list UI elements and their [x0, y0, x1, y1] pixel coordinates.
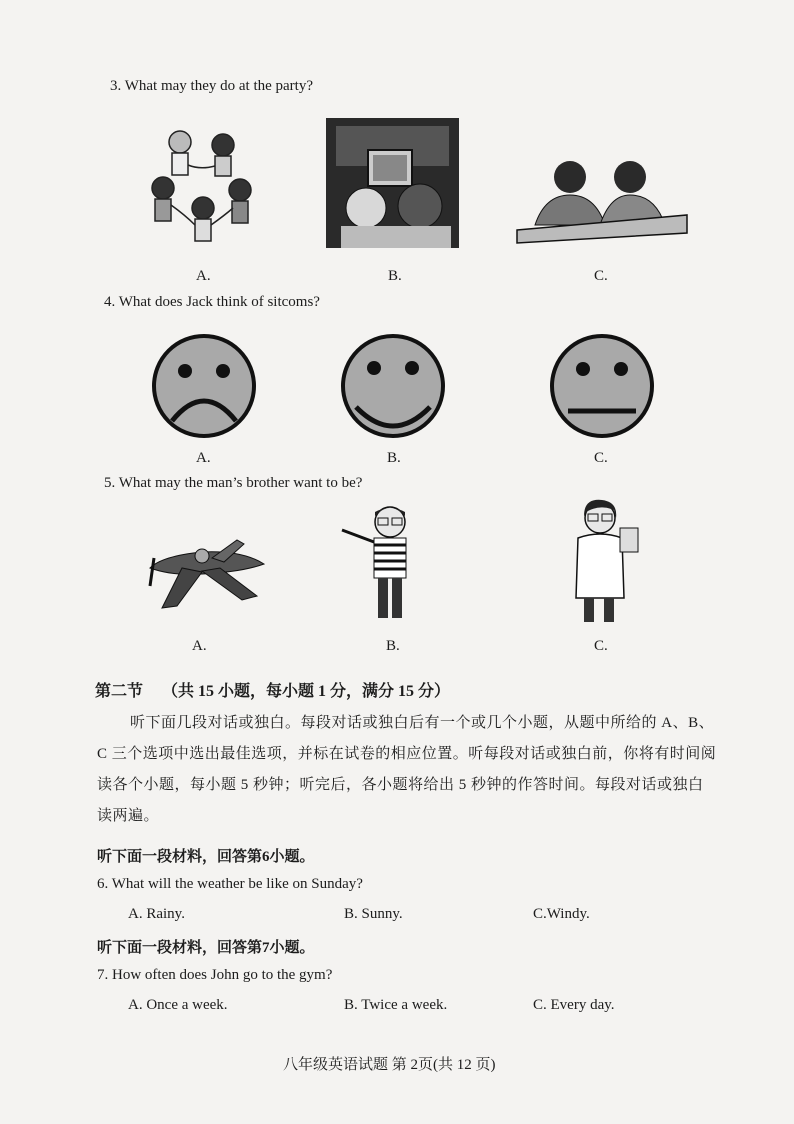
q3-option-b[interactable]: B. — [388, 268, 402, 284]
question-4-text: 4. What does Jack think of sitcoms? — [104, 294, 320, 310]
sad-face-icon — [150, 333, 258, 439]
q6-option-a[interactable]: A. Rainy. — [128, 906, 185, 922]
question-5-text: 5. What may the man’s brother want to be? — [104, 475, 363, 491]
instruction-line-2: C 三个选项中选出最佳选项，并标在试卷的相应位置。听每段对话或独白前，你将有时间阅 — [97, 746, 717, 762]
listen-instruction-7: 听下面一段材料，回答第7小题。 — [97, 940, 315, 956]
q5-option-a[interactable]: A. — [192, 638, 207, 654]
q4-option-a[interactable]: A. — [196, 450, 211, 466]
instruction-line-4: 读两遍。 — [97, 808, 160, 824]
airplane-icon — [142, 538, 268, 612]
q4-option-b[interactable]: B. — [387, 450, 401, 466]
question-7-text: 7. How often does John go to the gym? — [97, 967, 333, 983]
students-writing-icon — [515, 155, 690, 245]
q5-option-c[interactable]: C. — [594, 638, 608, 654]
happy-face-icon — [340, 333, 446, 439]
q3-option-a[interactable]: A. — [196, 268, 211, 284]
doctor-icon — [572, 498, 642, 628]
instruction-line-3: 读各个小题，每小题 5 秒钟；听完后，各小题将给出 5 秒钟的作答时间。每段对话或独白 — [97, 777, 704, 793]
kids-watching-tv-icon — [326, 118, 459, 248]
q6-option-c[interactable]: C.Windy. — [533, 906, 590, 922]
section-rule: （共 15 小题，每小题 1 分，满分 15 分） — [162, 683, 451, 700]
page-footer: 八年级英语试题 第 2页(共 12 页) — [283, 1057, 496, 1073]
question-3-text: 3. What may they do at the party? — [110, 78, 313, 94]
q3-option-c[interactable]: C. — [594, 268, 608, 284]
teacher-icon — [338, 502, 428, 624]
question-6-text: 6. What will the weather be like on Sunday? — [97, 876, 363, 892]
listen-instruction-6: 听下面一段材料，回答第6小题。 — [97, 849, 315, 865]
section-title: 第二节 — [95, 683, 144, 700]
kids-dancing-circle-icon — [145, 120, 260, 250]
instruction-line-1: 听下面几段对话或独白。每段对话或独白后有一个或几个小题，从题中所给的 A、B、 — [130, 715, 715, 731]
q6-option-b[interactable]: B. Sunny. — [344, 906, 403, 922]
q7-option-b[interactable]: B. Twice a week. — [344, 997, 448, 1013]
q7-option-c[interactable]: C. Every day. — [533, 997, 615, 1013]
q5-option-b[interactable]: B. — [386, 638, 400, 654]
q4-option-c[interactable]: C. — [594, 450, 608, 466]
q7-option-a[interactable]: A. Once a week. — [128, 997, 228, 1013]
neutral-face-icon — [548, 333, 656, 439]
